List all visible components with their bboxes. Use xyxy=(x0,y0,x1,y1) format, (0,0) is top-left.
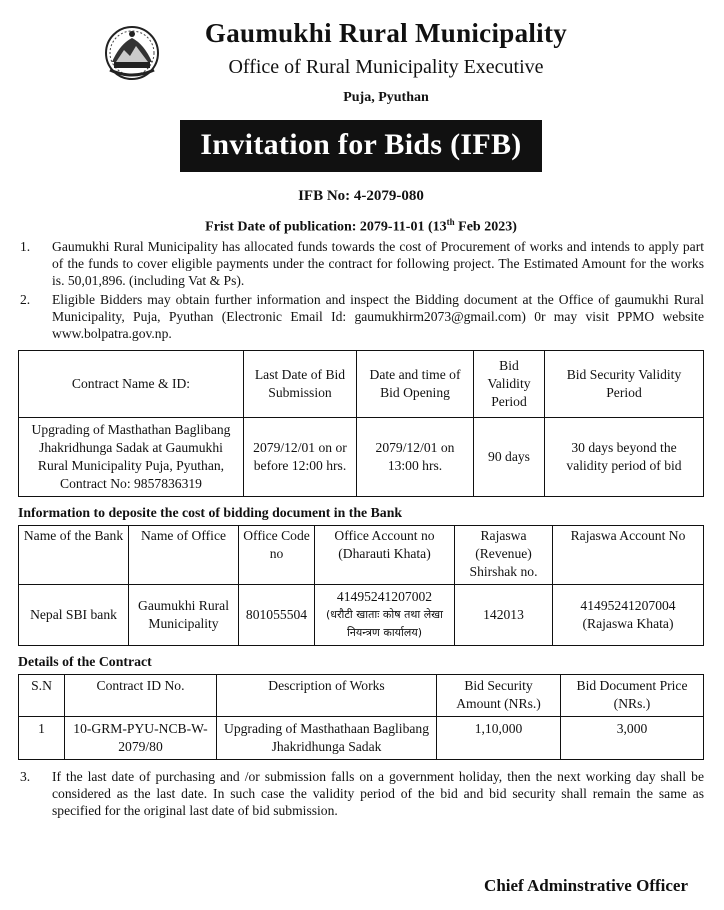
table-header: Bid Security Amount (NRs.) xyxy=(437,674,561,716)
contract-details-table xyxy=(18,674,704,760)
table-cell: 10-GRM-PYU-NCB-W-2079/80 xyxy=(65,716,217,759)
table-header: S.N xyxy=(19,674,65,716)
table-header: Bid Document Price (NRs.) xyxy=(561,674,704,716)
bid-schedule-table xyxy=(18,350,704,497)
table-header: Rajaswa (Revenue) Shirshak no. xyxy=(455,525,553,584)
table-header: Description of Works xyxy=(217,674,437,716)
notice-banner: Invitation for Bids (IFB) xyxy=(180,120,541,172)
table-row xyxy=(19,716,704,759)
table-cell: Gaumukhi Rural Municipality xyxy=(129,584,239,645)
table-cell: 41495241207004 (Rajaswa Khata) xyxy=(553,584,704,645)
table-row xyxy=(19,417,704,496)
office-location: Puja, Pyuthan xyxy=(343,90,429,105)
table-header: Bid Security Validity Period xyxy=(545,350,704,417)
table-header: Contract ID No. xyxy=(65,674,217,716)
office-subtitle: Office of Rural Municipality Executive xyxy=(228,56,544,78)
table-header: Date and time of Bid Opening xyxy=(357,350,474,417)
table-cell xyxy=(315,584,455,645)
table-cell: 2079/12/01 on or before 12:00 hrs. xyxy=(244,417,357,496)
table-cell: 90 days xyxy=(474,417,545,496)
bank-section-heading: Information to deposite the cost of bidding document in the Bank xyxy=(18,504,403,520)
account-number: 41495241207002 xyxy=(336,588,433,604)
table-header: Last Date of Bid Submission xyxy=(244,350,357,417)
paragraph-3: 3. If the last date of purchasing and /or submission falls on a government holiday, then the next working day shall be considered as the last date. In such case the validity period of the bid and bid security shall remain the same as specified for the original last date of bid submission. xyxy=(20,768,704,818)
contract-section-heading: Details of the Contract xyxy=(18,653,152,669)
table-row xyxy=(19,584,704,645)
table-cell: 1,10,000 xyxy=(437,716,561,759)
table-cell: 801055504 xyxy=(239,584,315,645)
bank-details-table xyxy=(18,525,704,646)
table-header-row xyxy=(19,525,704,584)
account-note: (धरौटी खाताः कोष तथा लेखा नियन्त्रण कार्यालय) xyxy=(325,607,444,639)
table-header: Bid Validity Period xyxy=(474,350,545,417)
table-cell: Nepal SBI bank xyxy=(19,584,129,645)
table-header: Office Code no xyxy=(239,525,315,584)
municipality-title: Gaumukhi Rural Municipality xyxy=(204,18,568,48)
signatory-title: Chief Adminstrative Officer xyxy=(484,876,688,895)
table-header-row xyxy=(19,350,704,417)
table-cell: 3,000 xyxy=(561,716,704,759)
table-cell: Upgrading of Masthathaan Baglibang Jhakridhunga Sadak xyxy=(217,716,437,759)
table-cell: 2079/12/01 on 13:00 hrs. xyxy=(357,417,474,496)
paragraph-1: 1. Gaumukhi Rural Municipality has allocated funds towards the cost of Procurement of works and intends to apply part of the funds to cover eligible payments under the contract for following project. The Estimated Amount for the works is. 50,01,896. (including Vat & Ps). xyxy=(20,238,704,288)
table-header: Rajaswa Account No xyxy=(553,525,704,584)
table-header-row xyxy=(19,674,704,716)
table-cell: 1 xyxy=(19,716,65,759)
table-cell: 30 days beyond the validity period of bid xyxy=(545,417,704,496)
table-header: Name of Office xyxy=(129,525,239,584)
table-header: Name of the Bank xyxy=(19,525,129,584)
table-cell: Upgrading of Masthathan Baglibang Jhakridhunga Sadak at Gaumukhi Rural Municipality Puja, Pyuthan, Contract No: 9857836319 xyxy=(19,417,244,496)
table-cell: 142013 xyxy=(455,584,553,645)
paragraph-2: 2. Eligible Bidders may obtain further information and inspect the Bidding document at the Office of gaumukhi Rural Municipality, Puja, Pyuthan (Electronic Email Id: gaumukhirm2073@gmail.com) 0r may visit PPMO website www.bolpatra.gov.np. xyxy=(20,291,704,341)
publication-date: Frist Date of publication: 2079-11-01 (13th Feb 2023) xyxy=(205,217,517,235)
table-header: Office Account no (Dharauti Khata) xyxy=(315,525,455,584)
table-header: Contract Name & ID: xyxy=(19,350,244,417)
ifb-number: IFB No: 4-2079-080 xyxy=(298,188,424,204)
letterhead xyxy=(18,0,704,112)
